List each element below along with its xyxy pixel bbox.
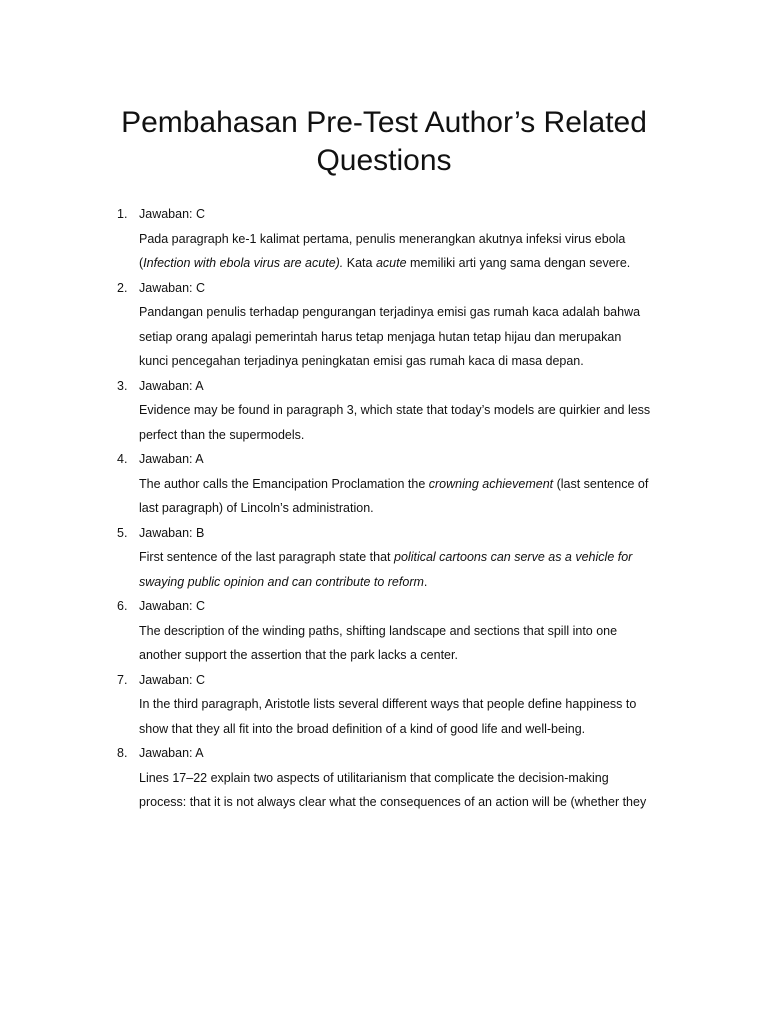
- answer-label: Jawaban: C: [139, 672, 206, 687]
- italic-text: acute: [375, 256, 407, 270]
- explanation-line: [139, 570, 677, 595]
- answer-item: [117, 374, 677, 448]
- explanation-line: [139, 766, 677, 791]
- explanation: [139, 227, 677, 276]
- text-segment: kunci pencegahan terjadinya peningkatan emisi gas rumah kaca di masa depan.: [139, 354, 584, 368]
- italic-text: political cartoons can serve as a vehicle for: [394, 550, 633, 564]
- explanation-line: [139, 790, 677, 815]
- text-segment: memiliki arti yang sama dengan severe.: [406, 256, 631, 270]
- text-segment: show that they all fit into the broad definition of a kind of good life and well-being.: [139, 721, 586, 736]
- explanation-line: [139, 717, 677, 742]
- text-segment: Lines 17–22 explain two aspects of utilitarianism that complicate the decision-making: [139, 770, 609, 785]
- text-segment: (last sentence of: [553, 476, 649, 491]
- answer-label: Jawaban: A: [139, 746, 204, 760]
- answer-label: Jawaban: C: [139, 207, 206, 221]
- italic-text: crowning achievement: [428, 476, 554, 491]
- text-segment: last paragraph) of Lincoln’s administration.: [139, 501, 374, 515]
- explanation-line: [139, 619, 677, 644]
- explanation-line: [139, 398, 677, 423]
- explanation-line: [139, 423, 677, 448]
- text-segment: perfect than the supermodels.: [139, 427, 305, 442]
- answer-item: [117, 447, 677, 521]
- text-segment: Pandangan penulis terhadap pengurangan terjadinya emisi gas rumah kaca adalah bahwa: [139, 305, 641, 319]
- text-segment: .: [423, 574, 428, 589]
- explanation-line: [139, 227, 677, 252]
- text-segment: First sentence of the last paragraph state that: [139, 550, 395, 564]
- text-segment: (: [139, 256, 144, 270]
- answer-item: [117, 276, 677, 374]
- title-line-1: Pembahasan Pre-Test Author’s Related: [121, 106, 647, 139]
- text-segment: Evidence may be found in paragraph 3, which state that today’s models are quirkier and less: [139, 403, 651, 417]
- answer-label: Jawaban: A: [139, 378, 204, 393]
- title-line-2: Questions: [316, 144, 452, 177]
- text-segment: Kata: [343, 256, 376, 270]
- text-segment: setiap orang apalagi pemerintah harus tetap menjaga hutan tetap hijau dan merupakan: [139, 329, 622, 344]
- answer-label: Jawaban: C: [139, 599, 206, 613]
- explanation-line: [139, 496, 677, 521]
- answer-label: Jawaban: A: [139, 452, 204, 466]
- explanation: [139, 692, 677, 741]
- explanation: [139, 300, 677, 374]
- text-segment: Pada paragraph ke-1 kalimat pertama, penulis menerangkan akutnya infeksi virus ebola: [139, 231, 626, 246]
- explanation-line: [139, 349, 677, 374]
- explanation-line: [139, 251, 677, 276]
- text-segment: another support the assertion that the park lacks a center.: [139, 648, 458, 662]
- explanation-line: [139, 325, 677, 350]
- explanation: [139, 545, 677, 594]
- answer-label: Jawaban: B: [139, 525, 205, 540]
- answer-item: [117, 202, 677, 276]
- answer-label: Jawaban: C: [139, 280, 206, 295]
- explanation-line: [139, 643, 677, 668]
- answer-item: [117, 668, 677, 742]
- text-segment: The author calls the Emancipation Proclamation the: [139, 476, 429, 491]
- answer-item: [117, 594, 677, 668]
- explanation: [139, 472, 677, 521]
- italic-text: Infection with ebola virus are acute).: [143, 256, 344, 270]
- page-title: [90, 104, 678, 180]
- item-number: 8.: [117, 746, 128, 760]
- text-segment: In the third paragraph, Aristotle lists several different ways that people define happiness to: [139, 697, 637, 711]
- item-number: 7.: [117, 672, 128, 687]
- explanation: [139, 766, 677, 815]
- explanation: [139, 619, 677, 668]
- item-number: 1.: [117, 207, 128, 221]
- answer-item: [117, 521, 677, 595]
- answer-list: [117, 202, 677, 815]
- italic-text: swaying public opinion and can contribute to reform: [139, 574, 424, 589]
- explanation-line: [139, 472, 677, 497]
- explanation: [139, 398, 677, 447]
- item-number: 4.: [117, 452, 128, 466]
- item-number: 2.: [117, 280, 128, 295]
- answer-item: [117, 741, 677, 815]
- explanation-line: [139, 300, 677, 325]
- item-number: 6.: [117, 599, 128, 613]
- text-segment: process: that it is not always clear what the consequences of an action will be (whether they: [139, 795, 647, 809]
- item-number: 3.: [117, 378, 128, 393]
- explanation-line: [139, 545, 677, 570]
- text-segment: The description of the winding paths, shifting landscape and sections that spill into one: [139, 623, 618, 638]
- item-number: 5.: [117, 525, 128, 540]
- explanation-line: [139, 692, 677, 717]
